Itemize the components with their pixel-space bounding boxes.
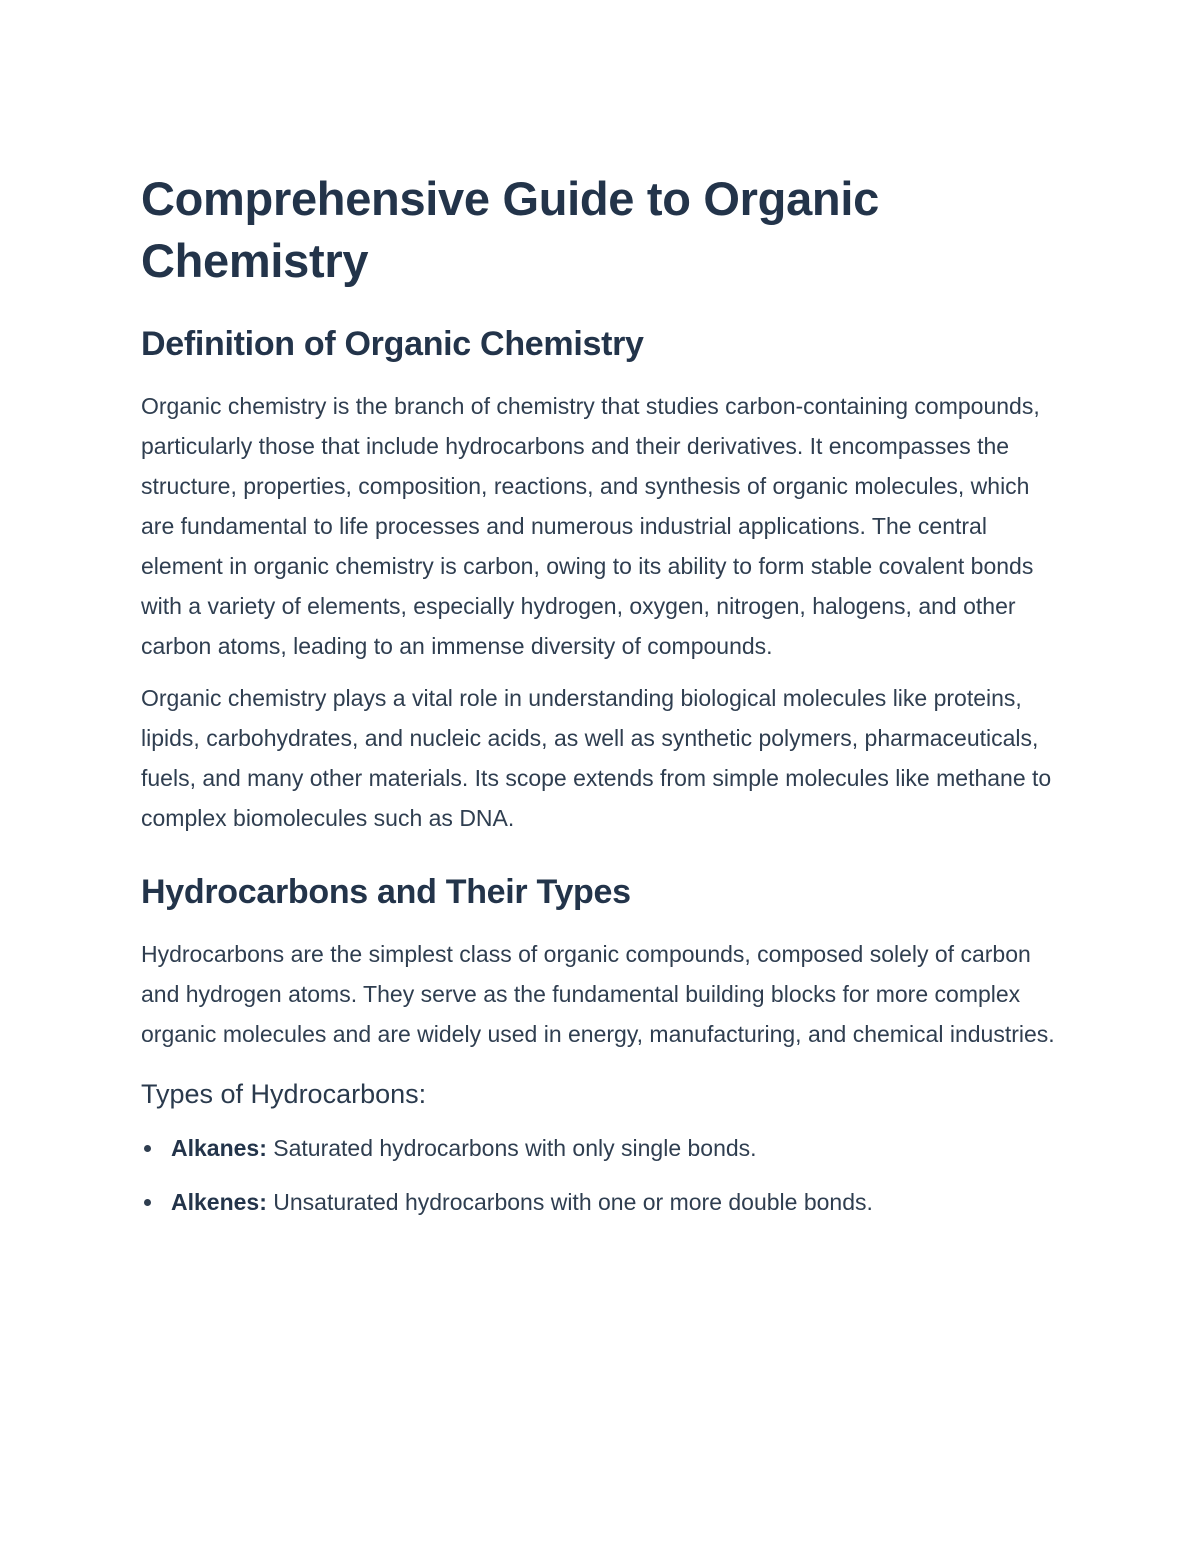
hydrocarbon-types-list (141, 1128, 1066, 1222)
document-title: Comprehensive Guide to Organic Chemistry (141, 172, 879, 287)
paragraph: Hydrocarbons are the simplest class of organic compounds, composed solely of carbon and hydrogen atoms. They serve as the fundamental building blocks for more complex organic molecules and are widely used in energy, manufacturing, and chemical industries. (141, 941, 1055, 1047)
section-heading-hydrocarbons: Hydrocarbons and Their Types (141, 873, 631, 911)
document-page (141, 168, 1066, 1236)
subheading-types: Types of Hydrocarbons: (141, 1079, 427, 1109)
paragraph: Organic chemistry plays a vital role in understanding biological molecules like proteins, lipids, carbohydrates, and nucleic acids, as well as synthetic polymers, pharmaceuticals, fuels, and many other materials. Its scope extends from simple molecules like methane to complex biomolecules such as DNA. (141, 685, 1052, 831)
list-item-term: Alkanes: (171, 1135, 267, 1161)
bullet-icon (144, 1145, 151, 1152)
section-heading-definition: Definition of Organic Chemistry (141, 325, 644, 363)
list-item-term: Alkenes: (171, 1189, 267, 1215)
list-item (141, 1128, 1066, 1168)
list-item-description: Saturated hydrocarbons with only single bonds. (266, 1135, 757, 1161)
list-item (141, 1182, 1066, 1222)
list-item-description: Unsaturated hydrocarbons with one or more double bonds. (266, 1189, 873, 1215)
bullet-icon (144, 1199, 151, 1206)
paragraph: Organic chemistry is the branch of chemistry that studies carbon-containing compounds, particularly those that include hydrocarbons and their derivatives. It encompasses the structure, properties, composition, reactions, and synthesis of organic molecules, which are fundamental to life processes and numerous industrial applications. The central element in organic chemistry is carbon, owing to its ability to form stable covalent bonds with a variety of elements, especially hydrogen, oxygen, nitrogen, halogens, and other carbon atoms, leading to an immense diversity of compounds. (141, 393, 1040, 659)
